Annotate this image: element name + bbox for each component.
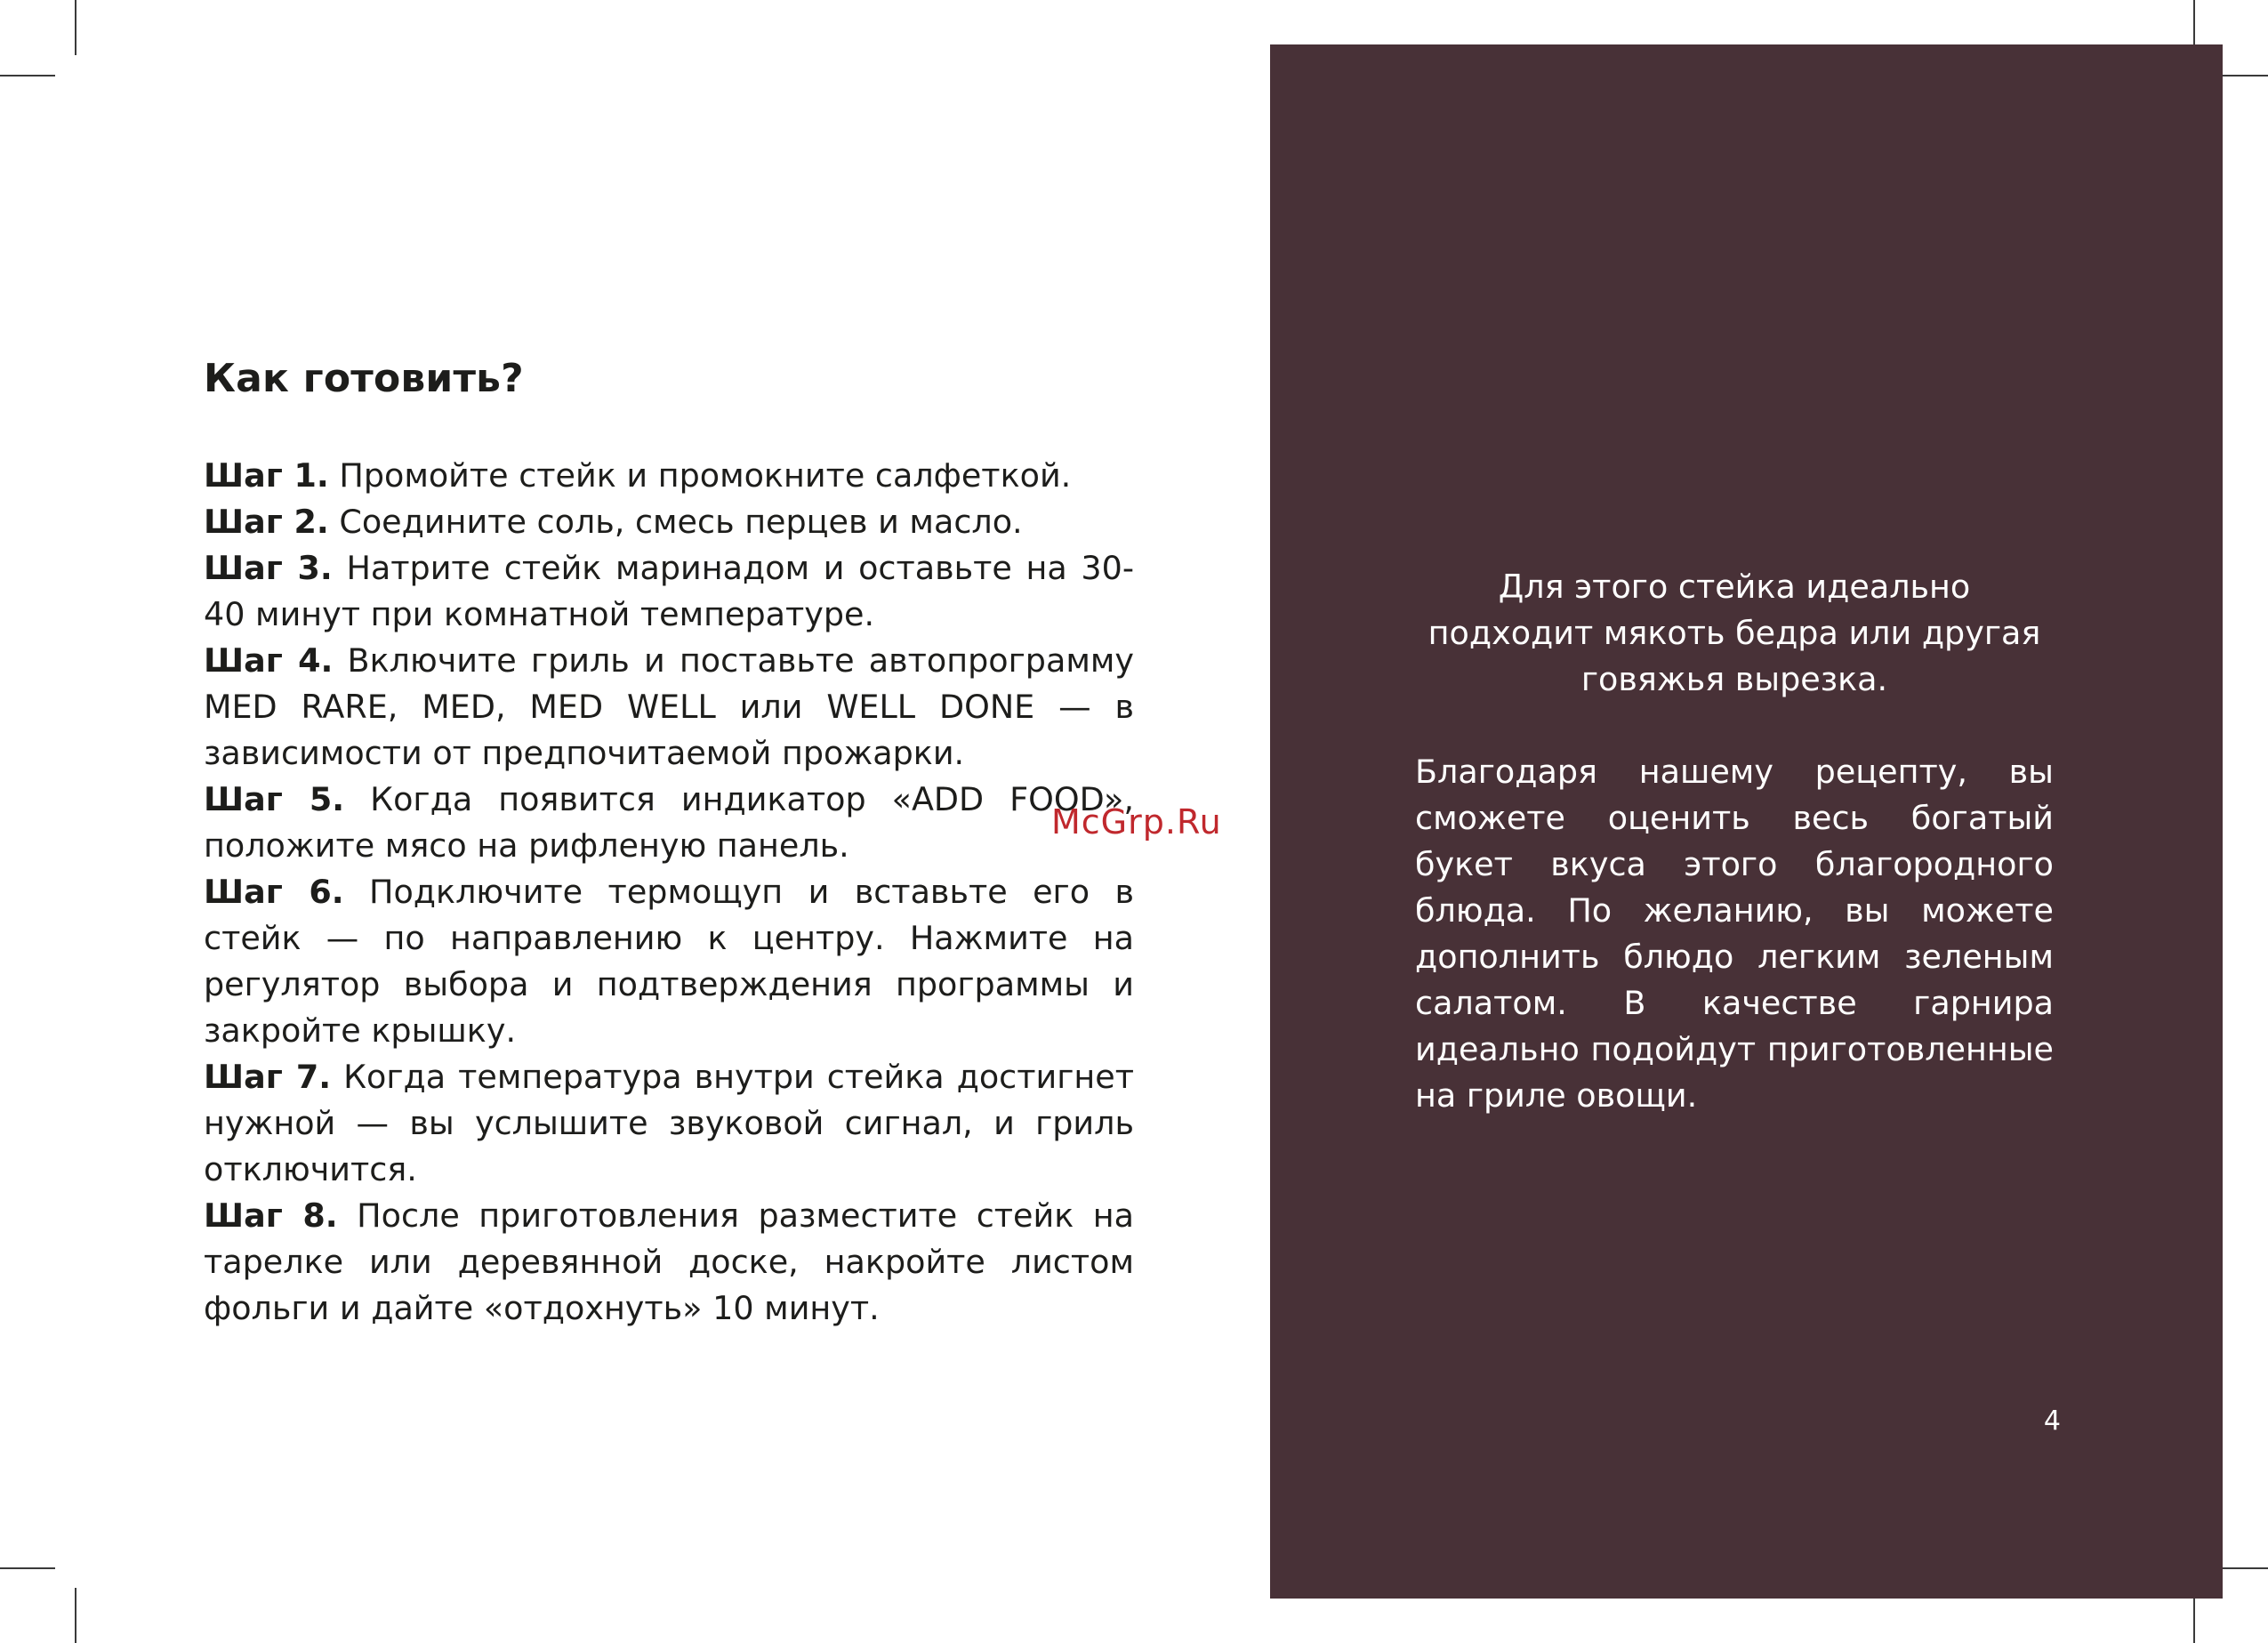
step-item <box>204 545 1134 638</box>
step-text: Соедините соль, смесь перцев и масло. <box>328 503 1023 541</box>
step-item <box>204 869 1134 1054</box>
step-text: Включите гриль и поставьте автопрограмму MED RARE, MED, MED WELL или WELL DONE — в зависимости от предпочитаемой прожарки. <box>204 641 1134 772</box>
step-label: Шаг 2. <box>204 503 329 541</box>
sidebar-text <box>1415 564 2054 1119</box>
crop-mark <box>0 75 55 77</box>
step-text: Натрите стейк маринадом и оставьте на 30-40 минут при комнатной температуре. <box>204 549 1135 633</box>
step-item <box>204 453 1134 499</box>
step-text: Подключите термощуп и вставьте его в стейк — по направлению к центру. Нажмите на регулятор выбора и подтверждения программы и закройте крышку. <box>204 873 1134 1050</box>
step-label: Шаг 4. <box>204 641 334 680</box>
sidebar-body: Благодаря нашему рецепту, вы сможете оценить весь богатый букет вкуса этого благородного блюда. По желанию, вы можете дополнить блюдо легким зеленым салатом. В качестве гарнира идеально подойдут приготовленные на гриле овощи. <box>1415 753 2054 1115</box>
section-heading: Как готовить? <box>204 356 524 401</box>
step-label: Шаг 8. <box>204 1196 338 1235</box>
step-text: Промойте стейк и промокните салфеткой. <box>328 456 1072 495</box>
crop-mark <box>75 0 76 55</box>
step-label: Шаг 1. <box>204 456 329 495</box>
step-label: Шаг 3. <box>204 549 333 587</box>
step-item <box>204 1193 1134 1332</box>
step-label: Шаг 6. <box>204 873 344 911</box>
page-number: 4 <box>2043 1405 2061 1437</box>
crop-mark <box>75 1588 76 1643</box>
step-label: Шаг 7. <box>204 1058 332 1096</box>
watermark: McGrp.Ru <box>1051 802 1222 842</box>
step-item <box>204 1054 1134 1193</box>
step-label: Шаг 5. <box>204 780 345 818</box>
step-item <box>204 777 1134 869</box>
steps-list <box>204 453 1134 1332</box>
sidebar-panel <box>1270 44 2223 1599</box>
sidebar-intro: Для этого стейка идеально подходит мякоть бедра или другая говяжья вырезка. <box>1428 568 2041 698</box>
step-item <box>204 499 1134 545</box>
step-text: После приготовления разместите стейк на тарелке или деревянной доске, накройте листом фольги и дайте «отдохнуть» 10 минут. <box>204 1196 1135 1327</box>
step-item <box>204 638 1134 777</box>
recipe-steps-column <box>204 356 1134 1332</box>
step-text: Когда появится индикатор «ADD FOOD», положите мясо на рифленую панель. <box>204 780 1134 865</box>
crop-mark <box>0 1567 55 1569</box>
step-text: Когда температура внутри стейка достигнет нужной — вы услышите звуковой сигнал, и гриль отключится. <box>204 1058 1134 1188</box>
paragraph-gap <box>1415 703 2054 749</box>
